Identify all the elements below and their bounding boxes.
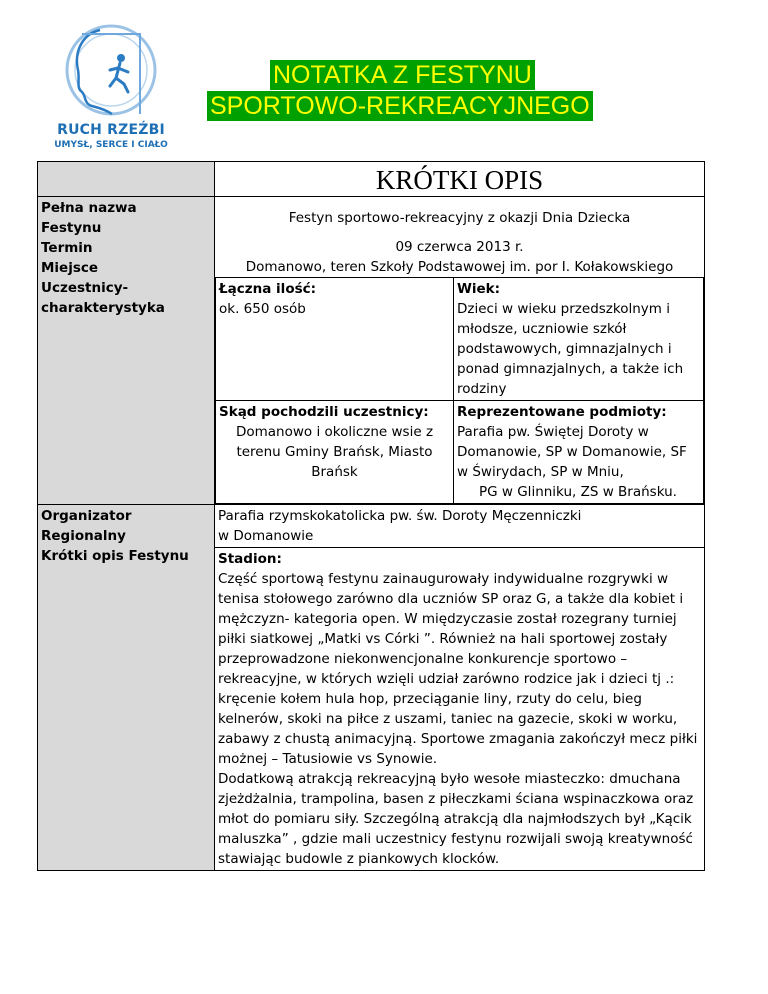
runner-head-icon <box>40 18 182 122</box>
label-miejsce: Miejsce <box>41 260 99 276</box>
section-title: KRÓTKI OPIS <box>375 165 544 195</box>
title-line-2: SPORTOWO-REKREACYJNEGO <box>207 91 593 121</box>
logo <box>40 18 182 154</box>
labels-cell-bottom <box>38 505 215 871</box>
organizator-line-2: w Domanowie <box>218 528 314 544</box>
label-nazwa-1: Pełna nazwa <box>41 200 137 216</box>
values-cell-top <box>215 197 705 505</box>
details-row <box>38 197 705 505</box>
wiek-label: Wiek: <box>457 281 501 297</box>
logo-tagline: UMYSŁ, SERCE I CIAŁO <box>54 140 168 150</box>
organizer-row <box>38 505 705 548</box>
value-miejsce: Domanowo, teren Szkoły Podstawowej im. por I. Kołakowskiego <box>245 259 674 275</box>
organizator-line-1: Parafia rzymskokatolicka pw. św. Doroty Męczenniczki <box>218 508 582 524</box>
podmioty-label: Reprezentowane podmioty: <box>457 404 667 420</box>
podmioty-value: Parafia pw. Świętej Doroty w Domanowie, SP w Domanowie, SF w Świrydach, SP w Mniu, <box>457 424 687 480</box>
header-right-cell <box>215 162 705 197</box>
wiek-value: Dzieci w wieku przedszkolnym i młodsze, uczniowie szkół podstawowych, gimnazjalnych i ponad gimnazjalnych, a także ich rodziny <box>457 301 684 397</box>
title-line-1: NOTATKA Z FESTYNU <box>270 60 535 90</box>
value-termin: 09 czerwca 2013 r. <box>395 239 524 255</box>
opis-heading: Stadion: <box>218 551 282 567</box>
label-uczestnicy-2: charakterystyka <box>41 300 165 316</box>
labels-cell-top <box>38 197 215 505</box>
skad-label: Skąd pochodzili uczestnicy: <box>219 404 429 420</box>
ilosc-value: ok. 650 osób <box>219 301 306 317</box>
podmioty-value-2: PG w Glinniku, ZS w Brańsku. <box>479 484 677 500</box>
organizer-cell <box>215 505 705 548</box>
label-organizator-1: Organizator <box>41 508 132 524</box>
skad-value: Domanowo i okoliczne wsie z terenu Gminy Brańsk, Miasto Brańsk <box>235 424 434 480</box>
header-left-cell <box>38 162 215 197</box>
label-organizator-2: Regionalny <box>41 528 126 544</box>
ilosc-label: Łączna ilość: <box>219 281 317 297</box>
opis-paragraph-1: Część sportową festynu zainaugurowały indywidualne rozgrywki w tenisa stołowego zarówno dla uczniów SP oraz G, a także dla kobiet i mężczyzn- kategoria open. W międzyczasie został rozegrany turniej piłki siatkowej „Matki vs Córki ”. Również na hali sportowej zostały przeprowadzone niekonwencjonalne konkurencje sportowo –rekreacyjne, w których wzięli udział zarówno rodzice jak i dzieci tj .: kręcenie kołem hula hop, przeciąganie liny, rzuty do celu, bieg kelnerów, skoki na piłce z uszami, taniec na gazecie, skoki w worku, zabawy z chustą animacyjną. Sportowe zmagania zakończył mecz piłki możnej – Tatusiowie vs Synowie. <box>218 571 698 767</box>
label-opis: Krótki opis Festynu <box>41 548 189 564</box>
value-nazwa: Festyn sportowo-rekreacyjny z okazji Dnia Dziecka <box>288 210 631 226</box>
label-nazwa-2: Festynu <box>41 220 102 236</box>
participants-table <box>215 277 704 504</box>
description-cell <box>215 548 705 871</box>
opis-paragraph-2: Dodatkową atrakcją rekreacyjną było wesołe miasteczko: dmuchana zjeżdżalnia, trampolina, basen z piłeczkami ściana wspinaczkowa oraz młot do pomiaru siły. Szczególną atrakcją dla najmłodszych był „Kącik maluszka” , gdzie mali uczestnicy festynu rozwijali swoją kreatywność stawiając budowle z piankowych klocków. <box>218 771 694 867</box>
festival-table <box>37 161 705 871</box>
logo-name: RUCH RZEŹBI <box>57 122 165 138</box>
header-row <box>38 162 705 197</box>
label-termin: Termin <box>41 240 93 256</box>
label-uczestnicy-1: Uczestnicy- <box>41 280 129 296</box>
